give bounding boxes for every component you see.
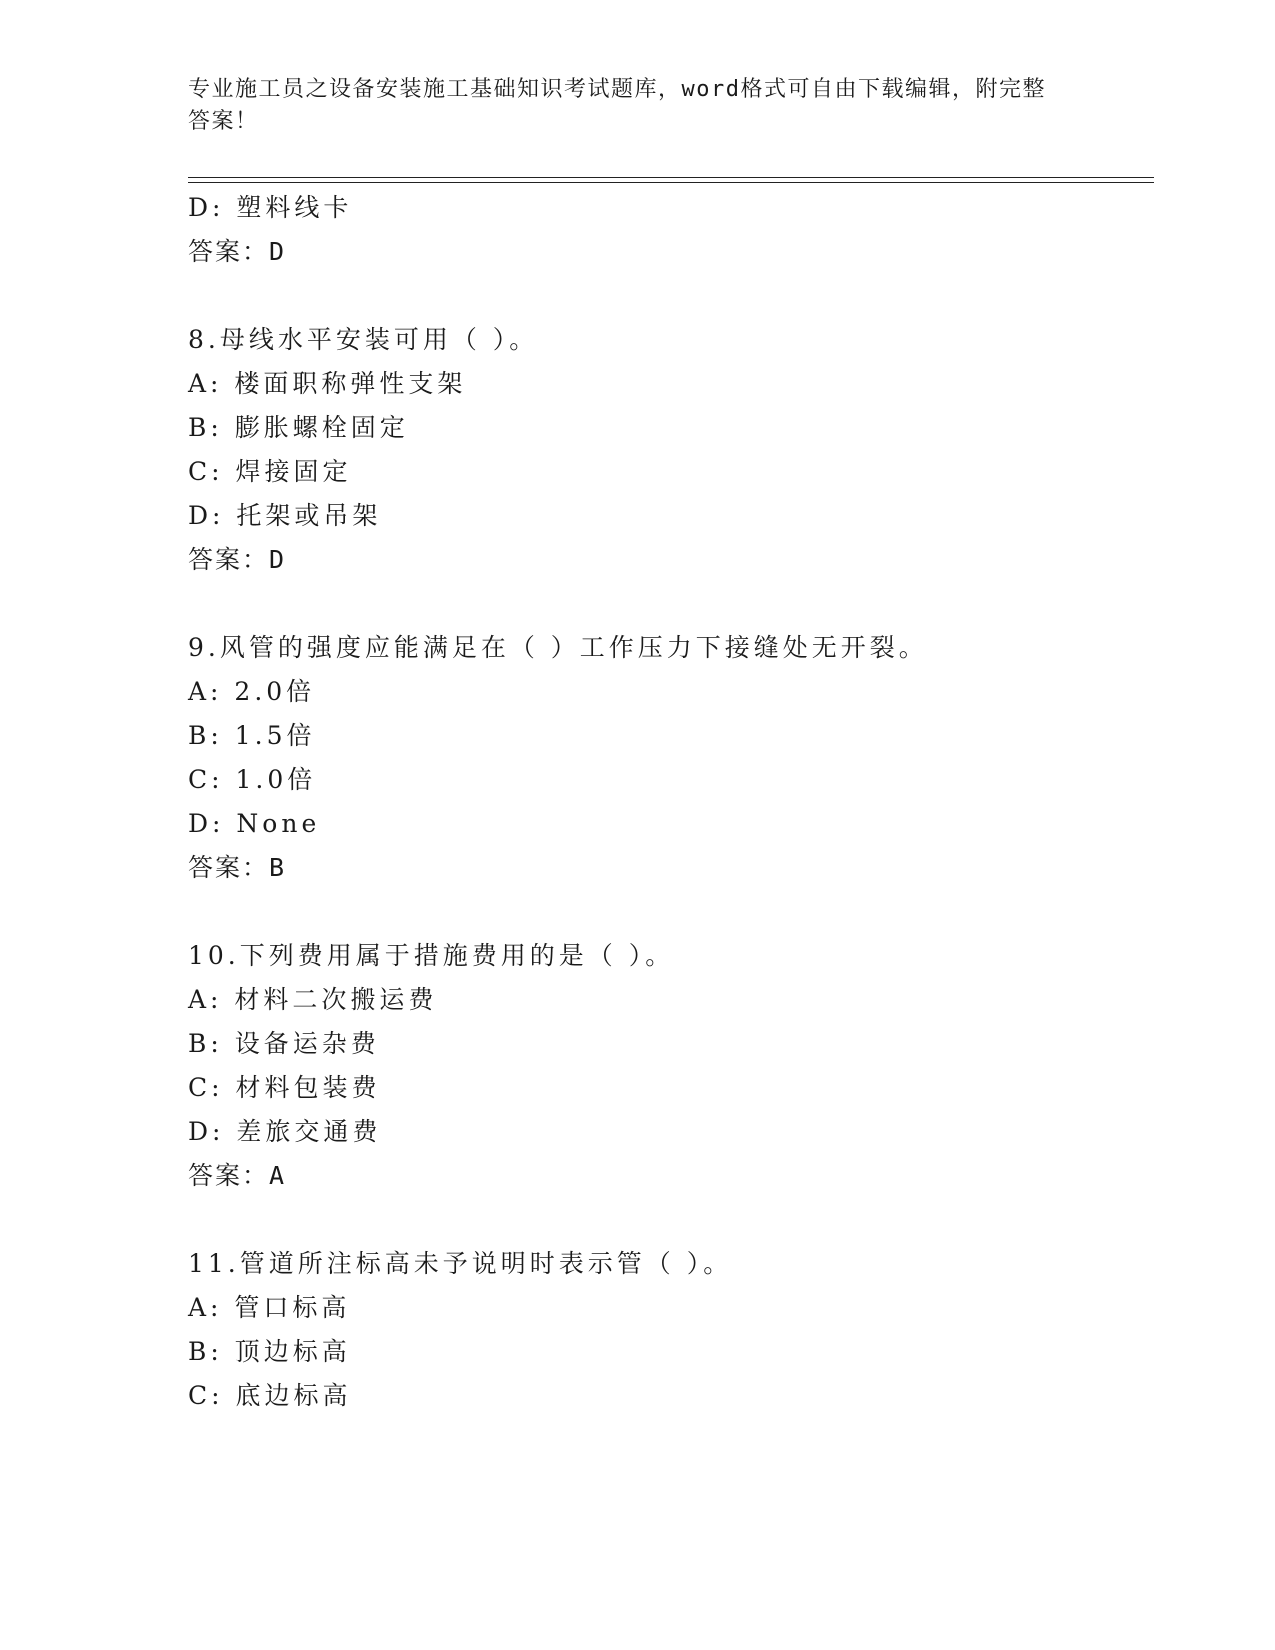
option-a: A: 材料二次搬运费 xyxy=(188,985,438,1014)
header-divider-bottom xyxy=(188,182,1154,183)
answer-label: 答案： xyxy=(188,853,270,882)
option-d: D: 塑料线卡 xyxy=(188,193,353,222)
answer-label: 答案： xyxy=(188,1161,270,1190)
answer-line xyxy=(188,544,285,576)
option-a: A: 管口标高 xyxy=(188,1293,351,1322)
option-c: C: 1.0倍 xyxy=(188,765,317,794)
answer-value: D xyxy=(269,237,286,266)
header-divider-top xyxy=(188,177,1154,178)
answer-label: 答案： xyxy=(188,545,270,574)
option-d: D: 差旅交通费 xyxy=(188,1117,382,1146)
option-b: B: 顶边标高 xyxy=(188,1337,351,1366)
option-c: C: 底边标高 xyxy=(188,1381,352,1410)
question-stem: 9.风管的强度应能满足在（ ）工作压力下接缝处无开裂。 xyxy=(188,633,928,662)
option-c: C: 材料包装费 xyxy=(188,1073,381,1102)
option-b: B: 1.5倍 xyxy=(188,721,316,750)
answer-value: B xyxy=(269,853,286,882)
option-b: B: 设备运杂费 xyxy=(188,1029,380,1058)
question-stem: 10.下列费用属于措施费用的是（ ）。 xyxy=(188,941,675,970)
answer-value: A xyxy=(269,1161,286,1190)
answer-label: 答案： xyxy=(188,237,270,266)
option-d: D: None xyxy=(188,809,321,838)
answer-value: D xyxy=(269,545,286,574)
question-stem: 8.母线水平安装可用（ ）。 xyxy=(188,325,539,354)
option-d: D: 托架或吊架 xyxy=(188,501,382,530)
option-c: C: 焊接固定 xyxy=(188,457,352,486)
question-stem: 11.管道所注标高未予说明时表示管（ ）。 xyxy=(188,1249,733,1278)
option-b: B: 膨胀螺栓固定 xyxy=(188,413,409,442)
answer-line xyxy=(188,236,285,268)
answer-line xyxy=(188,852,285,884)
document-header: 专业施工员之设备安装施工基础知识考试题库，word格式可自由下载编辑，附完整答案！ xyxy=(188,77,1046,134)
option-a: A: 楼面职称弹性支架 xyxy=(188,369,467,398)
option-a: A: 2.0倍 xyxy=(188,677,316,706)
answer-line xyxy=(188,1160,285,1192)
